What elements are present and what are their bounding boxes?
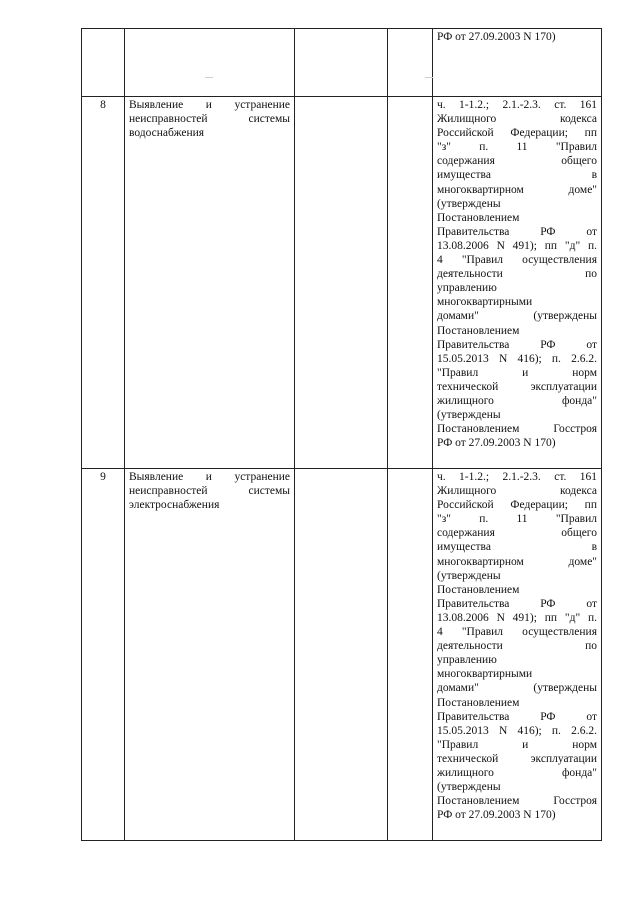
legal-basis-line: домами" (утверждены: [437, 310, 597, 323]
legal-basis-line: деятельности по: [437, 640, 597, 653]
legal-basis-line: управлению: [437, 282, 497, 295]
legal-basis-line: Правительства РФ от: [437, 225, 597, 238]
legal-basis-line: РФ от 27.09.2003 N 170): [437, 809, 556, 822]
empty-cell-3: [295, 29, 388, 97]
legal-basis-line: РФ от 27.09.2003 N 170): [437, 437, 556, 450]
legal-basis-line: Постановлением: [437, 211, 520, 224]
legal-basis-line: 15.05.2013 N 416); п. 2.6.2.: [437, 352, 597, 365]
legal-basis-line: многоквартирном доме": [437, 555, 597, 568]
work-name-line: водоснабжения: [129, 127, 205, 140]
legal-basis-line: технической эксплуатации: [437, 752, 597, 765]
scan-mark: [425, 77, 433, 78]
legal-basis-line: Российской Федерации; пп: [437, 127, 597, 140]
legal-basis-line: 13.08.2006 N 491); пп "д" п.: [437, 611, 597, 624]
legal-basis-line: жилищного фонда": [437, 394, 597, 407]
legal-basis-cell: [433, 97, 602, 469]
legal-basis-line: многоквартирном доме": [437, 183, 597, 196]
legal-basis-cell: [433, 469, 602, 841]
legal-basis-line: управлению: [437, 654, 497, 667]
legal-basis-line: (утверждены: [437, 569, 501, 582]
empty-cell-4: [388, 29, 433, 97]
empty-cell-3: [295, 469, 388, 841]
work-name-cell: [125, 469, 295, 841]
work-name-line: электроснабжения: [129, 499, 220, 512]
table-body: [82, 29, 602, 841]
table-row: [82, 469, 602, 841]
legal-basis-line: Жилищного кодекса: [437, 113, 597, 126]
legal-basis-line: Постановлением: [437, 583, 520, 596]
legal-basis-line: многоквартирными: [437, 668, 533, 681]
legal-basis-line: Правительства РФ от: [437, 710, 597, 723]
legal-basis-line: "Правил и норм: [437, 738, 597, 751]
row-number: 9: [82, 469, 125, 841]
legal-basis-line: Постановлением Госстроя: [437, 795, 597, 808]
work-name-line: неисправностей системы: [129, 485, 290, 498]
legal-basis-line: жилищного фонда": [437, 766, 597, 779]
legal-basis-line: "Правил и норм: [437, 366, 597, 379]
empty-cell-4: [388, 469, 433, 841]
legal-basis-line: деятельности по: [437, 268, 597, 281]
legal-basis-line: содержания общего: [437, 527, 597, 540]
table-row: [82, 97, 602, 469]
legal-basis-line: Российской Федерации; пп: [437, 499, 597, 512]
regulation-table: [81, 28, 602, 841]
legal-basis-line: имущества в: [437, 541, 597, 554]
table-row: [82, 29, 602, 97]
legal-basis-line: ч. 1-1.2.; 2.1.-2.3. ст. 161: [437, 471, 597, 483]
legal-basis-line: РФ от 27.09.2003 N 170): [437, 31, 556, 43]
empty-cell-3: [295, 97, 388, 469]
legal-basis-line: имущества в: [437, 169, 597, 182]
legal-basis-line: "з" п. 11 "Правил: [437, 141, 597, 154]
legal-basis-line: многоквартирными: [437, 296, 533, 309]
legal-basis-line: ч. 1-1.2.; 2.1.-2.3. ст. 161: [437, 99, 597, 111]
work-name-line: Выявление и устранение: [129, 471, 290, 483]
legal-basis-line: (утверждены: [437, 781, 501, 794]
legal-basis-line: Правительства РФ от: [437, 597, 597, 610]
legal-basis-line: (утверждены: [437, 197, 501, 210]
empty-cell-4: [388, 97, 433, 469]
row-number: [82, 29, 125, 97]
legal-basis-line: Правительства РФ от: [437, 338, 597, 351]
legal-basis-line: (утверждены: [437, 409, 501, 422]
legal-basis-cell: [433, 29, 602, 97]
legal-basis-line: содержания общего: [437, 155, 597, 168]
legal-basis-line: "з" п. 11 "Правил: [437, 513, 597, 526]
legal-basis-line: технической эксплуатации: [437, 380, 597, 393]
legal-basis-line: 4 "Правил осуществления: [437, 254, 597, 267]
legal-basis-line: Постановлением Госстроя: [437, 423, 597, 436]
work-name-line: Выявление и устранение: [129, 99, 290, 111]
legal-basis-line: домами" (утверждены: [437, 682, 597, 695]
legal-basis-line: 4 "Правил осуществления: [437, 626, 597, 639]
legal-basis-line: 15.05.2013 N 416); п. 2.6.2.: [437, 724, 597, 737]
scan-mark: [205, 77, 213, 78]
legal-basis-line: Постановлением: [437, 324, 520, 337]
work-name-cell: [125, 97, 295, 469]
work-name-line: неисправностей системы: [129, 113, 290, 126]
legal-basis-line: Жилищного кодекса: [437, 485, 597, 498]
legal-basis-line: Постановлением: [437, 696, 520, 709]
legal-basis-line: 13.08.2006 N 491); пп "д" п.: [437, 239, 597, 252]
work-name-cell: [125, 29, 295, 97]
row-number: 8: [82, 97, 125, 469]
